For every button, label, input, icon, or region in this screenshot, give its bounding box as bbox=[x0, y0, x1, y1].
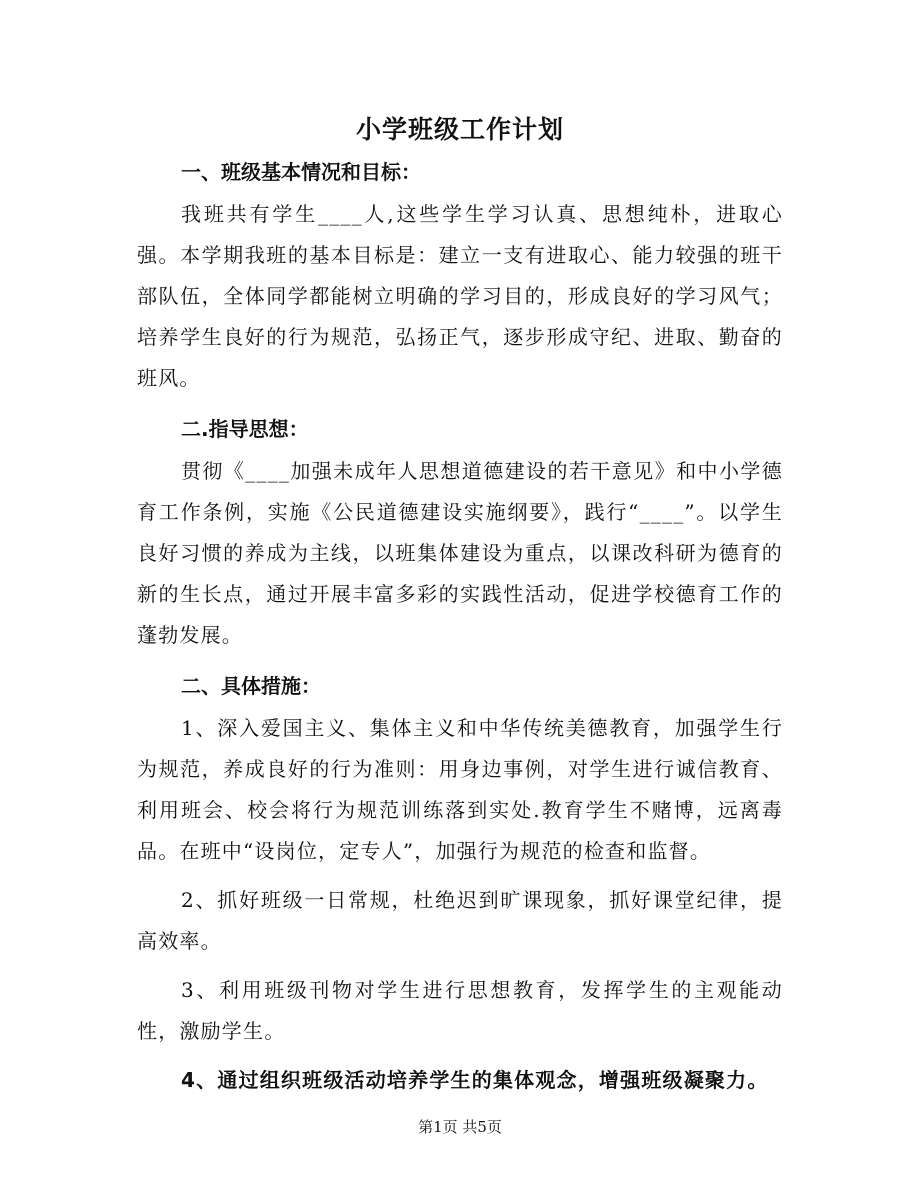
paragraph-measure-4: 4、通过组织班级活动培养学生的集体观念，增强班级凝聚力。 bbox=[181, 1068, 769, 1092]
paragraph-basic-situation: 我班共有学生____人,这些学生学习认真、思想纯朴，进取心强。本学期我班的基本目标是：建立一支有进取心、能力较强的班干部队伍，全体同学都能树立明确的学习目的，形成良好的学习风气；培养学生良好的行为规范，弘扬正气，逐步形成守纪、进取、勤奋的班风。 bbox=[137, 202, 783, 390]
section-heading-guiding-ideology: 二.指导思想： bbox=[181, 417, 309, 441]
document-title: 小学班级工作计划 bbox=[355, 115, 564, 144]
paragraph-measure-1: 1、深入爱国主义、集体主义和中华传统美德教育，加强学生行为规范，养成良好的行为准则：用身边事例，对学生进行诚信教育、利用班会、校会将行为规范训练落到实处.教育学生不赌博，远离毒品。在班中“设岗位，定专人”，加强行为规范的检查和监督。 bbox=[137, 716, 783, 863]
paragraph-measure-3: 3、利用班级刊物对学生进行思想教育，发挥学生的主观能动性，激励学生。 bbox=[137, 978, 783, 1043]
paragraph-guiding-ideology: 贯彻《____加强未成年人思想道德建设的若干意见》和中小学德育工作条例，实施《公民道德建设实施纲要》，践行“____”。以学生良好习惯的养成为主线，以班集体建设为重点，以课改科研为德育的新的生长点，通过开展丰富多彩的实践性活动，促进学校德育工作的蓬勃发展。 bbox=[137, 459, 783, 647]
section-heading-measures: 二、具体措施： bbox=[181, 674, 321, 698]
page-number-footer: 第1页 共5页 bbox=[418, 1118, 502, 1136]
paragraph-measure-2: 2、抓好班级一日常规，杜绝迟到旷课现象，抓好课堂纪律，提高效率。 bbox=[137, 888, 783, 953]
document-body bbox=[137, 150, 783, 1101]
section-heading-basic-situation: 一、班级基本情况和目标： bbox=[181, 160, 421, 184]
